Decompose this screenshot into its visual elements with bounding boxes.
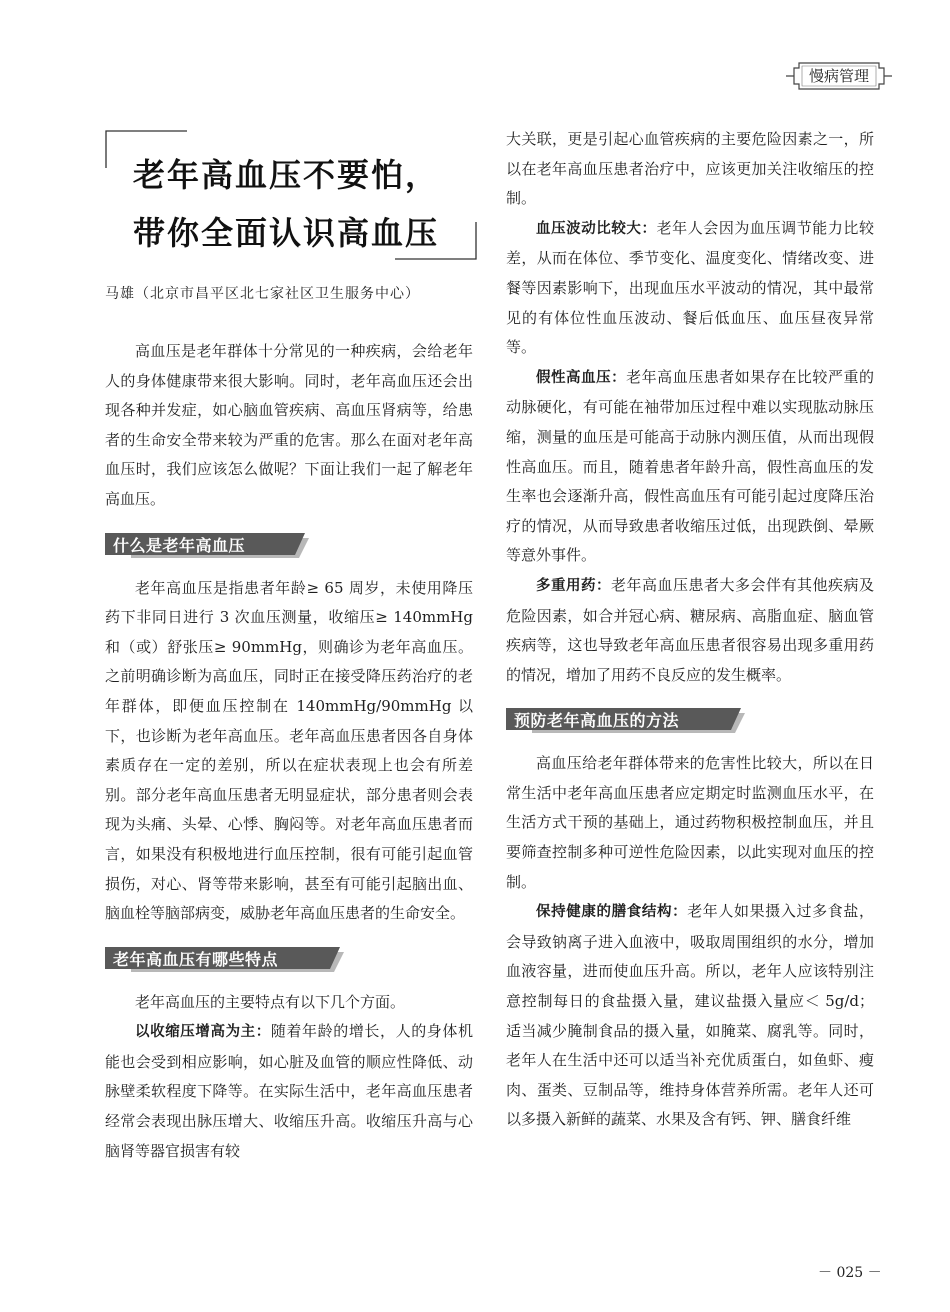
- definition-paragraph: 老年高血压是指患者年龄≥ 65 周岁，未使用降压药下非同日进行 3 次血压测量，收缩压≥ 140mmHg 和（或）舒张压≥ 90mmHg，则确诊为老年高血压。之前明确诊断为高血压，同时正在接受降压药治疗的老年群体，即便血压控制在 140mmHg/90mmHg 以下，也诊断为老年高血压。老年高血压患者因各自身体素质存在一定的差别，所以在症状表现上也会有所差别。部分老年高血压患者无明显症状，部分患者则会表现为头痛、头晕、心悸、胸闷等。对老年高血压患者而言，如果没有积极地进行血压控制，很有可能引起血管损伤，对心、肾等带来影响，甚至有可能引起脑出血、脑血栓等脑部病变，威胁老年高血压患者的生命安全。: [105, 578, 473, 923]
- heading-features: [105, 946, 473, 974]
- prevention-lead: 保持健康的膳食结构：: [536, 904, 688, 921]
- prevention-diet: [506, 897, 874, 1135]
- feature-text: 随着年龄的增长，人的身体机能也会受到相应影响，如心脏及血管的顺应性降低、动脉壁柔软程度下降等。在实际生活中，老年高血压患者经常会表现出脉压增大、收缩压升高。收缩压升高与心脑肾等器官损害有较: [105, 1022, 473, 1160]
- feature-fluctuation: [506, 214, 874, 363]
- article-title: [105, 130, 477, 260]
- feature-systolic: [105, 1017, 473, 1166]
- right-column: [506, 125, 874, 1135]
- feature-lead: 血压波动比较大：: [536, 220, 657, 237]
- section-tag: [786, 60, 892, 92]
- heading-what-is: [105, 532, 473, 560]
- feature-text: 老年高血压患者大多会伴有其他疾病及危险因素，如合并冠心病、糖尿病、高脂血症、脑血管疾病等，这也导致老年高血压患者很容易出现多重用药的情况，增加了用药不良反应的发生概率。: [506, 575, 874, 684]
- feature-pseudo: [506, 363, 874, 571]
- feature-polypharmacy: [506, 571, 874, 690]
- feature-lead: 假性高血压：: [536, 369, 627, 386]
- section-tag-label: 慢病管理: [808, 67, 869, 85]
- heading-text: 老年高血压有哪些特点: [113, 949, 279, 969]
- heading-text: 什么是老年高血压: [113, 535, 246, 555]
- heading-prevention: [506, 707, 874, 735]
- feature-text: 老年人会因为血压调节能力比较差，从而在体位、季节变化、温度变化、情绪改变、进餐等因素影响下，出现血压水平波动的情况，其中最常见的有体位性血压波动、餐后低血压、血压昼夜异常等。: [506, 218, 874, 357]
- feature-lead: 多重用药：: [536, 577, 611, 594]
- feature-lead: 以收缩压增高为主：: [135, 1024, 271, 1041]
- author-byline: 马雄（北京市昌平区北七家社区卫生服务中心）: [105, 286, 420, 302]
- features-intro: 老年高血压的主要特点有以下几个方面。: [135, 992, 406, 1011]
- left-column: [105, 337, 473, 1166]
- prevention-text: 老年人如果摄入过多食盐，会导致钠离子进入血液中，吸取周围组织的水分，增加血液容量，进而使血压升高。所以，老年人应该特别注意控制每日的食盐摄入量，建议盐摄入量应＜ 5g/d；适当减少腌制食品的摄入量，如腌菜、腐乳等。同时，老年人在生活中还可以适当补充优质蛋白，如鱼虾、瘦肉、蛋类、豆制品等，维持身体营养所需。老年人还可以多摄入新鲜的蔬菜、水果及含有钙、钾、膳食纤维: [506, 902, 874, 1129]
- feature-systolic-continued: 大关联，更是引起心血管疾病的主要危险因素之一，所以在老年高血压患者治疗中，应该更加关注收缩压的控制。: [506, 130, 874, 208]
- title-line-1: 老年高血压不要怕，: [133, 156, 440, 194]
- intro-paragraph: 高血压是老年群体十分常见的一种疾病，会给老年人的身体健康带来很大影响。同时，老年高血压还会出现各种并发症，如心脑血管疾病、高血压肾病等，给患者的生命安全带来较为严重的危害。那么在面对老年高血压时，我们应该怎么做呢？下面让我们一起了解老年高血压。: [105, 342, 473, 508]
- feature-text: 老年高血压患者如果存在比较严重的动脉硬化，有可能在袖带加压过程中难以实现肱动脉压缩，测量的血压是可能高于动脉内测压值，从而出现假性高血压。而且，随着患者年龄升高，假性高血压的发生率也会逐渐升高，假性高血压有可能引起过度降压治疗的情况，从而导致患者收缩压过低，出现跌倒、晕厥等意外事件。: [506, 367, 874, 565]
- heading-text: 预防老年高血压的方法: [514, 711, 680, 731]
- title-line-2: 带你全面认识高血压: [133, 214, 440, 252]
- prevention-intro: 高血压给老年群体带来的危害性比较大，所以在日常生活中老年高血压患者应定期定时监测血压水平，在生活方式干预的基础上，通过药物积极控制血压，并且要筛查控制多种可逆性危险因素，以此实现对血压的控制。: [506, 754, 874, 891]
- page-number: － 025 －: [818, 1265, 882, 1281]
